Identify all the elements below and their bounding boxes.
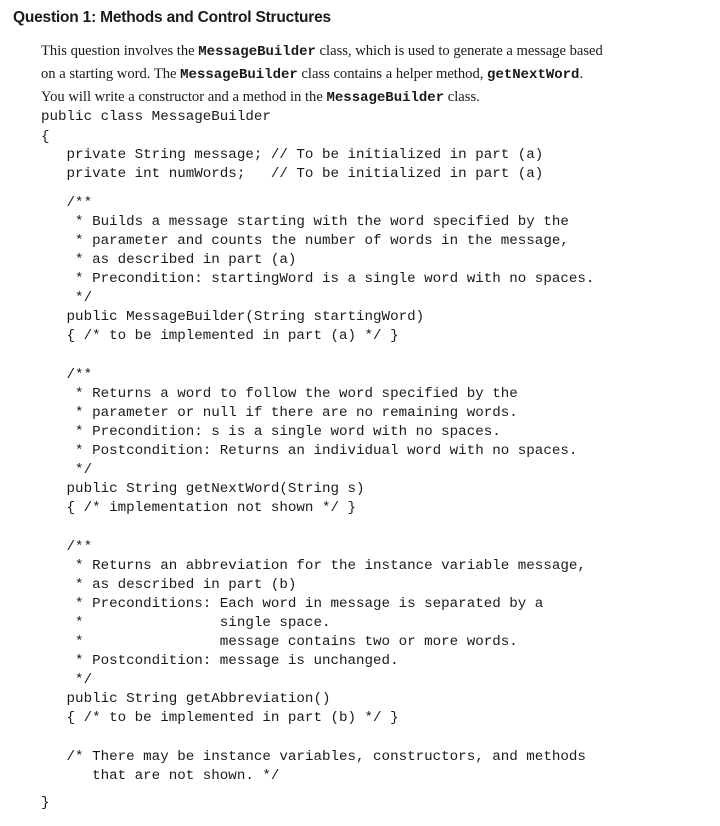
constructor-body: { /* to be implemented in part (a) */ } [41,328,399,344]
inline-code: getNextWord [487,67,580,83]
next-doc-line: * Precondition: s is a single word with no spaces. [41,424,501,440]
intro-text: class contains a helper method, [297,66,488,82]
get-next-word-body: { /* implementation not shown */ } [41,500,357,516]
note-line: /* There may be instance variables, constructors, and methods [41,749,586,765]
abbr-doc-line: * Returns an abbreviation for the instance variable message, [41,558,586,574]
question-title: Question 1: Methods and Control Structures [13,9,331,26]
abbr-doc-line: * single space. [41,615,331,631]
field-message: private String message; // To be initialized in part (a) [41,147,544,163]
ctor-doc-line: * as described in part (a) [41,252,297,268]
note-line: that are not shown. */ [41,768,280,784]
abbr-doc-line: * as described in part (b) [41,577,297,593]
class-close-brace: } [41,795,50,811]
intro-text: This question involves the [41,43,199,59]
get-next-word-signature: public String getNextWord(String s) [41,481,365,497]
intro-line [41,63,701,86]
get-abbreviation-signature: public String getAbbreviation() [41,691,331,707]
abbr-doc-line: * message contains two or more words. [41,634,518,650]
next-doc-line: * Postcondition: Returns an individual word with no spaces. [41,443,578,459]
next-doc-line: /** [41,367,93,383]
field-numwords: private int numWords; // To be initialized in part (a) [41,166,544,182]
abbr-doc-line: * Preconditions: Each word in message is separated by a [41,596,544,612]
next-doc-line: * parameter or null if there are no remaining words. [41,405,518,421]
abbr-doc-line: * Postcondition: message is unchanged. [41,653,399,669]
inline-code: MessageBuilder [326,90,445,106]
intro-text: . [579,66,584,82]
ctor-doc-line: /** [41,195,93,211]
ctor-doc-line: * Precondition: startingWord is a single word with no spaces. [41,271,595,287]
intro-text: class, which is used to generate a message based [315,43,603,59]
intro-line [41,86,701,109]
next-doc-line: */ [41,462,93,478]
next-doc-line: * Returns a word to follow the word specified by the [41,386,518,402]
inline-code: MessageBuilder [198,44,316,60]
abbr-doc-line: /** [41,539,93,555]
ctor-doc-line: * parameter and counts the number of words in the message, [41,233,569,249]
intro-line [41,40,701,63]
abbr-doc-line: */ [41,672,93,688]
intro-paragraph [41,40,701,109]
constructor-signature: public MessageBuilder(String startingWord) [41,309,425,325]
intro-text: You will write a constructor and a method in the [41,89,327,105]
class-open-brace: { [41,129,50,145]
get-abbreviation-body: { /* to be implemented in part (b) */ } [41,710,399,726]
class-declaration: public class MessageBuilder [41,109,271,125]
intro-text: class. [444,89,480,105]
inline-code: MessageBuilder [180,67,298,83]
intro-text: on a starting word. The [41,66,181,82]
ctor-doc-line: * Builds a message starting with the word specified by the [41,214,569,230]
ctor-doc-line: */ [41,290,93,306]
